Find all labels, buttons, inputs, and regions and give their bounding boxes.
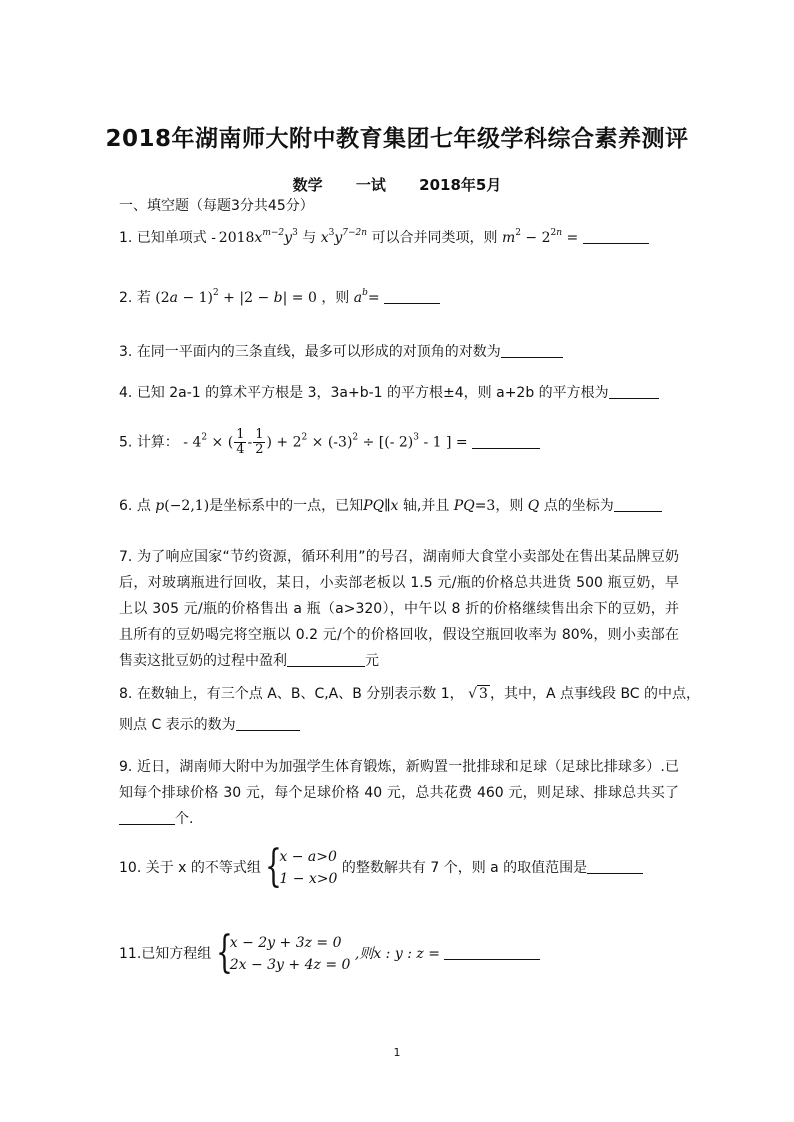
q5-text-a: 计算： [136, 434, 179, 451]
q8-answer-blank[interactable] [236, 716, 300, 731]
q3-answer-blank[interactable] [501, 343, 563, 358]
q9-answer-blank[interactable] [119, 810, 175, 825]
q9-number: 9. [119, 759, 133, 775]
question-7 [119, 544, 679, 674]
q6-text-b: 是坐标系中的一点，已知 [209, 498, 364, 514]
q1-number: 1. [119, 230, 133, 246]
question-2: 2. 若 $(2a - 1)^2 + |2 - b| = 0$ ，则 $a^b=$ [119, 286, 440, 310]
fraction-one-half: $\frac{1}{2}$ [255, 427, 264, 457]
q4-text: 已知 2a-1 的算术平方根是 3，3a+b-1 的平方根±4，则 a+2b 的平方根为 [136, 385, 609, 401]
question-8-line-2 [119, 713, 300, 737]
q6-text-d: ，则 [495, 498, 524, 514]
q10-answer-blank[interactable] [587, 859, 643, 874]
q6-number: 6. [119, 498, 133, 514]
q7-text: 为了响应国家“节约资源，循环利用”的号召，湖南师大食堂小卖部处在售出某品牌豆奶后，对玻璃瓶进行回收，某日，小卖部老板以 1.5 元/瓶的价格总共进货 500 瓶豆奶，早上以 305 元/瓶的价格售出 a 瓶（a>320），中午以 8 折的价格继续售出余下的豆奶，并且所有的豆奶喝完将空瓶以 0.2 元/个的价格回收，假设空瓶回收率为 80%，则小卖部在售卖这批豆奶的过程中盈利 [119, 549, 679, 669]
q11-number: 11. [119, 946, 142, 962]
q1-answer-blank[interactable] [583, 229, 649, 244]
q11-text-b: ,则x : y : z = [354, 946, 440, 962]
question-9 [119, 754, 679, 832]
equation-system: { x − 2y + 3z = 0 2x − 3y + 4z = 0 [215, 927, 351, 978]
q1-text-b: 与 [302, 230, 317, 246]
date-label: 2018年5月 [419, 176, 502, 194]
q6-answer-blank[interactable] [614, 497, 662, 512]
question-6: 6. 点 p(−2,1)是坐标系中的一点，已知PQ∥x 轴,并且 PQ=3，则 Q 点的坐标为 [119, 494, 662, 518]
question-11 [119, 927, 540, 978]
sqrt-three: √ 3 [468, 686, 488, 702]
exam-subtitle [0, 174, 794, 195]
fraction-one-quarter: $\frac{1}{4}$ [236, 427, 245, 457]
q2-text-c: = [367, 290, 380, 306]
question-3 [119, 340, 563, 364]
q2-text-b: ，则 [321, 290, 350, 306]
q9-unit: 个. [175, 811, 194, 827]
q11-text-a: 已知方程组 [141, 946, 212, 962]
q9-text: 近日，湖南师大附中为加强学生体育锻炼，新购置一批排球和足球（足球比排球多）.已知每个排球价格 30 元，每个足球价格 40 元，总共花费 460 元，则足球、排球总共买了 [119, 759, 680, 801]
q2-answer-blank[interactable] [384, 289, 440, 304]
q10-number: 10. [119, 860, 142, 876]
q6-text-a: 点 [136, 498, 151, 514]
question-4 [119, 381, 659, 405]
q6-text-e: 点的坐标为 [543, 498, 614, 514]
q10-text-b: 的整数解共有 7 个，则 a 的取值范围是 [341, 860, 588, 876]
q8-text-b: ，其中，A 点事线段 BC 的中点， [489, 686, 701, 702]
section-heading: 一、填空题（每题3分共45分） [119, 198, 314, 214]
question-5: 5. 计算： - $4^2$ × ( $\frac{1}{4}$ - $\frac{1}{2}$ ) + $2^2 \times (-3)^2$ ÷ [(- 2)$^3$ - 1 ] = [119, 428, 540, 457]
q1-text-c: 可以合并同类项，则 [371, 230, 498, 246]
q8-text-a: 在数轴上，有三个点 A、B、C,A、B 分别表示数 1， [136, 686, 464, 702]
q5-answer-blank[interactable] [472, 434, 540, 449]
round-label: 一试 [355, 176, 386, 194]
q2-number: 2. [119, 290, 133, 306]
inequality-system: { x − a>0 1 − x>0 [265, 841, 338, 892]
q2-text-a: 若 [136, 290, 151, 306]
question-1: 1. 已知单项式 - $2018x^{m-2}y^3$ 与 $x^3y^{7-2n}$ 可以合并同类项，则 $m^2 - 2^{2n}$ = [119, 226, 649, 250]
page-number: 1 [393, 1046, 401, 1059]
q3-text: 在同一平面内的三条直线，最多可以形成的对顶角的对数为 [136, 344, 501, 360]
question-10 [119, 841, 643, 892]
q7-number: 7. [119, 549, 133, 565]
subject-label: 数学 [292, 176, 323, 194]
q5-number: 5. [119, 434, 133, 451]
q3-number: 3. [119, 344, 133, 360]
q11-answer-blank[interactable] [444, 945, 540, 960]
q4-answer-blank[interactable] [609, 384, 659, 399]
q4-number: 4. [119, 385, 133, 401]
page-title: 2018年湖南师大附中教育集团七年级学科综合素养测评 [105, 126, 689, 152]
q7-unit: 元 [365, 653, 379, 669]
q8-number: 8. [119, 686, 133, 702]
q7-answer-blank[interactable] [287, 652, 365, 667]
q8-text-c: 则点 C 表示的数为 [119, 717, 236, 733]
q10-text-a: 关于 x 的不等式组 [145, 860, 261, 876]
q1-text-a: 已知单项式 [136, 230, 207, 246]
question-8-line-1 [119, 682, 700, 706]
q6-text-c: 轴,并且 [402, 498, 450, 514]
